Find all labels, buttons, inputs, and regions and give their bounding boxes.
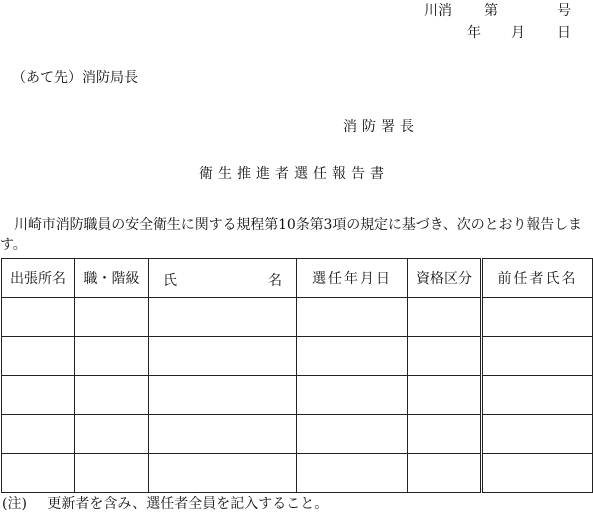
date-year-label: 年 bbox=[467, 25, 481, 41]
cell-rank[interactable] bbox=[75, 454, 149, 493]
cell-name[interactable] bbox=[149, 337, 297, 376]
table-row bbox=[2, 415, 593, 454]
col-header-appointment-date: 選任年月日 bbox=[297, 259, 408, 298]
cell-name[interactable] bbox=[149, 415, 297, 454]
cell-qualification[interactable] bbox=[408, 376, 482, 415]
footnote bbox=[2, 493, 328, 513]
doc-number-prefix: 川消 bbox=[424, 3, 452, 19]
cell-office[interactable] bbox=[2, 415, 75, 454]
cell-name[interactable] bbox=[149, 376, 297, 415]
col-header-rank: 職・階級 bbox=[75, 259, 149, 298]
cell-office[interactable] bbox=[2, 454, 75, 493]
cell-predecessor[interactable] bbox=[482, 454, 593, 493]
cell-rank[interactable] bbox=[75, 376, 149, 415]
body-text: 川崎市消防職員の安全衛生に関する規程第10条第3項の規定に基づき、次のとおり報告します。 bbox=[0, 217, 582, 253]
footnote-text: 更新者を含み、選任者全員を記入すること。 bbox=[47, 496, 329, 512]
cell-office[interactable] bbox=[2, 337, 75, 376]
doc-number-mid: 第 bbox=[484, 3, 498, 19]
col-header-office: 出張所名 bbox=[2, 259, 75, 298]
document-number-line bbox=[0, 0, 593, 18]
cell-qualification[interactable] bbox=[408, 454, 482, 493]
cell-appointment-date[interactable] bbox=[297, 415, 408, 454]
table-row bbox=[2, 298, 593, 337]
col-header-name-family: 氏 bbox=[163, 273, 177, 289]
col-header-qualification: 資格区分 bbox=[408, 259, 482, 298]
cell-qualification[interactable] bbox=[408, 298, 482, 337]
doc-number-suffix: 号 bbox=[557, 3, 571, 19]
col-header-predecessor: 前任者氏名 bbox=[482, 259, 593, 298]
footnote-mark: (注) bbox=[2, 496, 27, 512]
cell-rank[interactable] bbox=[75, 415, 149, 454]
col-header-name bbox=[149, 259, 297, 298]
cell-appointment-date[interactable] bbox=[297, 376, 408, 415]
cell-appointment-date[interactable] bbox=[297, 454, 408, 493]
cell-predecessor[interactable] bbox=[482, 337, 593, 376]
col-header-name-given: 名 bbox=[268, 273, 282, 289]
document-title: 衛生推進者選任報告書 bbox=[199, 166, 389, 182]
table-row bbox=[2, 454, 593, 493]
report-table bbox=[1, 258, 593, 493]
cell-rank[interactable] bbox=[75, 298, 149, 337]
cell-predecessor[interactable] bbox=[482, 298, 593, 337]
cell-office[interactable] bbox=[2, 376, 75, 415]
date-day-label: 日 bbox=[557, 25, 571, 41]
date-line bbox=[0, 22, 593, 40]
cell-appointment-date[interactable] bbox=[297, 298, 408, 337]
cell-qualification[interactable] bbox=[408, 337, 482, 376]
cell-name[interactable] bbox=[149, 298, 297, 337]
addressee: （あて先）消防局長 bbox=[12, 70, 138, 86]
cell-office[interactable] bbox=[2, 298, 75, 337]
cell-appointment-date[interactable] bbox=[297, 337, 408, 376]
cell-predecessor[interactable] bbox=[482, 415, 593, 454]
cell-qualification[interactable] bbox=[408, 415, 482, 454]
cell-rank[interactable] bbox=[75, 337, 149, 376]
sender: 消防署長 bbox=[343, 119, 419, 135]
table-row bbox=[2, 376, 593, 415]
table-header-row bbox=[2, 259, 593, 298]
date-month-label: 月 bbox=[511, 25, 525, 41]
table-row bbox=[2, 337, 593, 376]
cell-name[interactable] bbox=[149, 454, 297, 493]
cell-predecessor[interactable] bbox=[482, 376, 593, 415]
